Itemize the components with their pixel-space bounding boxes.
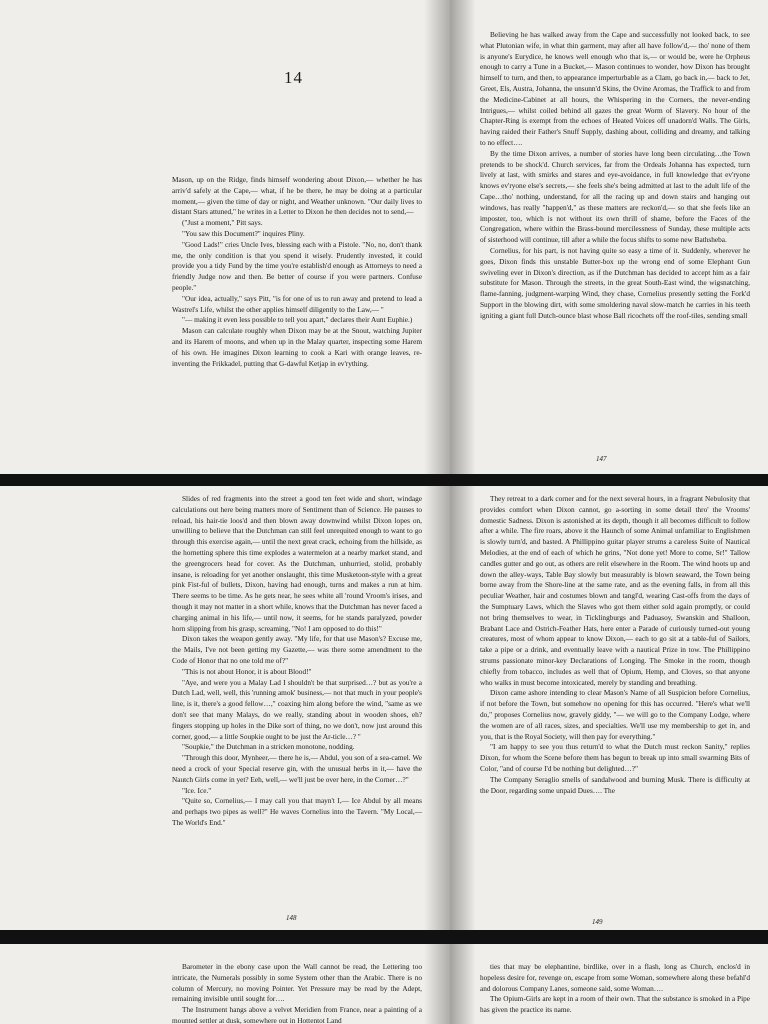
paragraph: "Through this door, Mynheer,— there he is,— Abdul, you son of a sea-camel. We need a crock of your Special reserve gin, with the unusual herbs in it,— have the Nautch Girls come in yet? Eeh, well,— we'll just be over here, in the Corner…?": [172, 753, 422, 784]
page-text: [172, 962, 422, 1024]
page-right-1: [450, 0, 768, 474]
page-number: 149: [592, 918, 603, 926]
paragraph: Dixon takes the weapon gently away. "My life, for that use Mason's? Excuse me, the Mails, I've not been getting my Gazette,— was there some amendment to the Code of Honor that no one told me of?": [172, 634, 422, 665]
paragraph: "This is not about Honor, it is about Blood!": [182, 666, 312, 676]
paragraph: Mason, up on the Ridge, finds himself wondering about Dixon,— whether he has arriv'd safely at the Cape,— what, if he be there, he may be doing at a particular moment,— given the time of day or night, and Weather unknown. "Our daily lives to distant Stars attuned," he writes in a Letter to Dixon he then decides not to send,—: [172, 175, 422, 217]
paragraph: "Our idea, actually," says Pitt, "is for one of us to run away and pretend to lead a Wastrel's Life, whilst the other applies himself diligently to the Law,— ": [172, 293, 422, 314]
paragraph: Dixon came ashore intending to clear Mason's Name of all Suspicion before Cornelius, if not before the Town, but somehow no opening for this has occurred. "Here's what we'll do," proposes Cornelius now, gravely giddy, "— we will go to the Company Lodge, where the women are of all races, sizes, and specialties. We'll use my membership to get in, and you, that is the Royal Society, will then pay for everything.": [480, 688, 750, 741]
paragraph: "Aye, and were you a Malay Lad I shouldn't be that surprised…? but as you're a Dutch Lad, well, well, this 'running amok' business,— not that much in your people's line, is it, there's a good fellow…," coaxing him along before the wind, "same as we don't see that many Malays, do we really, standing about in wooden shoes, eh? fingers stopping up holes in the Dike sort of thing, no we don't, now just around this corner, good,— a little Soupkie ought to be just the Ar-ticle…? ": [172, 677, 422, 741]
paragraph: Slides of red fragments into the street a good ten feet wide and short, windage calculations out here being matters more of Sentiment than of Science. He pauses to reload, his hair-tie loos'd and then blown away downwind whilst Dixon lopes on, unwilling to believe that the Dutchman can still feel unrequited enough to want to go through this exercise again,— until the next great crack, echoing from the hillside, as the hornetting sphere this time explodes a watermelon at a nearby market stand, and the greengrocers head for cover. As the Dutchman, unhurried, stolid, probably insane, is reloading for yet another onslaught, this time Musketoon-style with a great pink Fist-ful of bullets, Dixon, having had enough, turns and makes a run at him. There seems to be time. As he gets near, he sees white all 'round Vroom's irises, and though it may not matter in a short while, knows that the Dutchman has never faced a charging animal in his life,— until now, it seems, for he stands paralyzed, powder horn slipping from his grasp, screaming, "No! I am opposed to do this!": [172, 494, 422, 633]
page-divider: [0, 930, 768, 944]
paragraph: "— making it even less possible to tell you apart," declares their Aunt Euphie.): [182, 315, 413, 325]
page-text: [172, 494, 422, 829]
paragraph: "Soupkie," the Dutchman in a stricken monotone, nodding.: [182, 742, 355, 752]
paragraph: ("Just a moment," Pitt says.: [182, 218, 263, 228]
paragraph: "Quite so, Cornelius,— I may call you that mayn't I,— Ice Abdul by all means and perhaps two pipes as well?" He waves Cornelius into the Tavern. "My Local,— The World's End.": [172, 796, 422, 827]
paragraph: Believing he has walked away from the Cape and successfully not looked back, to see what Plutonian wife, in what thin garment, may after all have follow'd,— tho' none of them is anyone's Eurydice, he knows well enough who that is,— or would be, were he Orpheus enough to carry a Tune in a Bucket,— Mason continues to wonder, how Dixon has brought himself to turn, and then, to appearance imperturbable as a Clam, go back in,— back to Jet, Greet, Els, Austra, Johanna, the unsunn'd Skins, the Ovine Aromas, the Traffick to and from the Medicine-Cabinet at all hours, the Whispering in the Corners, the never-ending Intrigues,— whilst coiled behind all gazes the great Worm of Slavery. No hour of the Chapter-Ring is exempt from the echoes of Heated Voices off unadorn'd Walls. The Girls, having raided their Father's Snuff Supply, dashing about, colliding and dreamy, and talking to no effect….: [480, 30, 750, 147]
page-left-3: [0, 944, 450, 1024]
paragraph: The Opium-Girls are kept in a room of their own. That the substance is smoked in a Pipe has given the practice its name.: [480, 994, 750, 1015]
page-text: [480, 494, 750, 796]
paragraph: Barometer in the ebony case upon the Wall cannot be read, the Lettering too intricate, the Numerals possibly in some System other than the Arabic. There is no column of Mercury, no moving Pointer. Yet Pressure may be read by the Adept, remaining invisible until sought for….: [172, 962, 422, 1004]
paragraph: ties that may be elephantine, birdlike, over in a flash, long as Church, enclos'd in hopeless desire for, revenge on, escape from some Woman, somewhere along these befahl'd and dolorous Company Lanes, someone said, some Woman….: [480, 962, 750, 993]
paragraph: The Instrument hangs above a velvet Meridien from France, near a painting of a mounted settler at dusk, somewhere out in Hottentot Land: [172, 1005, 422, 1024]
page-number: 147: [596, 455, 607, 463]
page-right-3: [450, 944, 768, 1024]
chapter-number: 14: [284, 68, 303, 87]
paragraph: They retreat to a dark corner and for the next several hours, in a fragrant Nebulosity that provides comfort when Dixon cannot, go a-sorting in some detail thro' the Vrooms' domestic Sadness. Dixon is astonished at its depth, though it all becomes difficult to follow after a while. The fire roars, above it the Haunch of some Animal unfamiliar to Englishmen is slowly turn'd, and basted. A Phillippino guitar player strums a careless Suite of Nautical Melodies, at the end of each of which he grins, "Not done yet! More to come, Sr!" Tallow candles gutter and go out, as others are relit elsewhere in the Room. The wind hoots up and down the alley-ways, Table Bay slowly but measurably is blown seaward, the Town being borne away from the Shore-line at the same rate, and as the evening falls, in from all this peculiar Weather, hair and costumes blown and tangl'd, wearing Cast-offs from the days of the Sumptuary Laws, which the Slaves who got them either sold again promptly, or could not bring themselves to wear, in Ticklingburgs and Paduasoy, Swanskin and Shalloon, Brabant Lace and Ostrich-Feather Hats, here enter a Parade of curiously turned-out young creatures, most of whom appear to know Dixon,— each to go sit at a table-ful of Sailors, take a pipe or a drink, and eventually leave with a nautical Prize in tow. The Phillippino strums passionate minor-key Declarations of Longing. The Smoke in the room, though chiefly from tobacco, includes as well that of Opium, Hemp, and Cloves, so that anyone who walks in must become intoxicated, merely by standing and breathing.: [480, 494, 750, 687]
paragraph: "Ice. Ice.": [182, 785, 212, 795]
paragraph: "I am happy to see you thus return'd to what the Dutch must reckon Sanity," replies Dixon, for whom the Scene before them has begun to break up into small swarming Bits of Color, "and of course I'd be nothing but delighted…?": [480, 742, 750, 773]
page-left-1: [0, 0, 450, 474]
page-divider: [0, 474, 768, 486]
page-number: 148: [286, 914, 297, 922]
page-right-2: [450, 486, 768, 930]
paragraph: By the time Dixon arrives, a number of stories have long been circulating…the Town pretends to be shock'd. Church services, far from the Ordeals Johanna has expected, turn lively at last, with smirks and stares and eye-avoidance, in full knowledge that ev'ryone knows ev'ryone else's secrets,— she feels she's being admitted at last to the adult life of the Cape…tho' nothing, understand, for all the racing up and down stairs and hanging out windows, has really "happen'd," as these matters are reckon'd,— so that she feels like an imposter, too, which is not without its own thrill of shame, before the Faces of the Congregation, where within the Brass-bound mercilessness of Sunday, these multiple acts of sisterhood will continue, till after a while the focus shifts to some new Bathsheba.: [480, 148, 750, 245]
paragraph: Cornelius, for his part, is not having quite so easy a time of it. Suddenly, wherever he goes, Dixon finds this unstable Butter-box up the wrong end of some Elephant Gun swiveling ever in Dixon's direction, as if the Dutchman has decided to accept him as a fair substitute for Mason. Through the streets, in the great South-East wind, the wigsnatching, flame-fanning, judgment-warping Wind, they chase, Cornelius presently setting the Fork'd Support in the blowing dirt, with some smoldering naval slow-match he carries in his teeth igniting a giant full Dutch-ounce blast whose Ball ricochets off the roof-tiles, sending small: [480, 245, 750, 320]
page-text: [172, 175, 422, 369]
paragraph: The Company Seraglio smells of sandalwood and burning Musk. There is difficulty at the Door, regarding some unpaid Dues…. The: [480, 774, 750, 795]
paragraph: "You saw this Document?" inquires Pliny.: [182, 228, 305, 238]
page-text: [480, 962, 750, 1016]
page-left-2: [0, 486, 450, 930]
page-text: [480, 30, 750, 322]
paragraph: "Good Lads!" cries Uncle Ives, blessing each with a Pistole. "No, no, don't thank me, the only condition is that you spend it wisely. Prudently invested, it could provide you a tidy Fund by the time you're establish'd enough as Attorneys to need a friendly Judge now and then. Be better of course if you were partners. Confuse people.": [172, 239, 422, 292]
paragraph: Mason can calculate roughly when Dixon may be at the Snout, watching Jupiter and its Harem of moons, and when up in the Malay quarter, inspecting some Harem of his own. He imagines Dixon learning to cook a Kari with orange leaves, re-inventing the Frikkadel, putting that G-dawful Ketjap in ev'rything.: [172, 326, 422, 368]
